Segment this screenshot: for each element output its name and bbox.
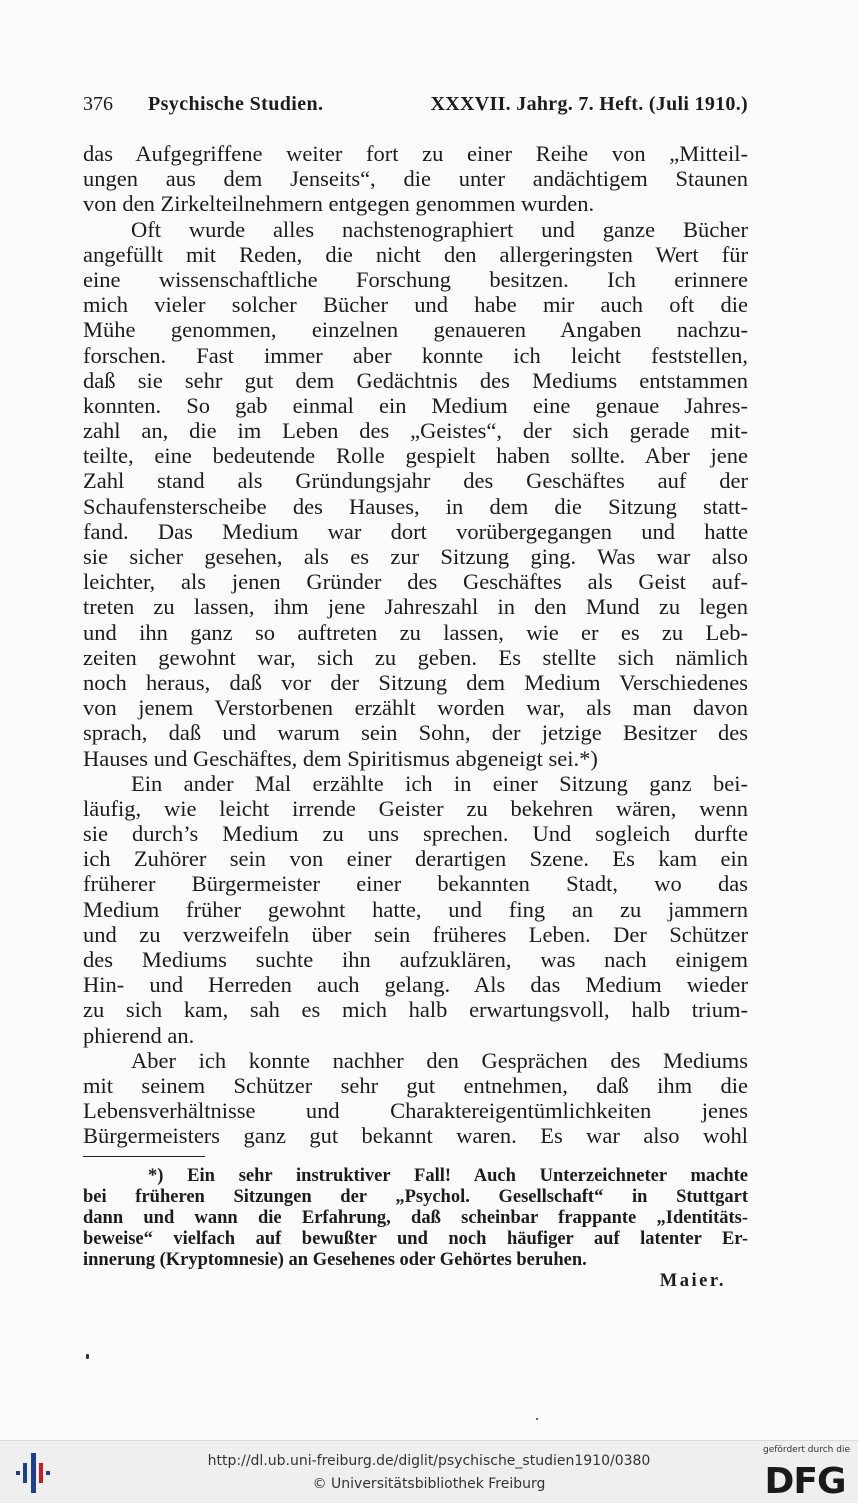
text-line: und ihn ganz so auftreten zu lassen, wie er es zu Leb- [83, 619, 748, 645]
text-line: sprach, daß und warum sein Sohn, der jetzige Besitzer des [83, 720, 748, 746]
funding-caption: gefördert durch die [763, 1445, 850, 1455]
viewer-footer [0, 1440, 858, 1503]
text-line: läufig, wie leicht irrende Geister zu bekehren wären, wenn [83, 795, 748, 821]
copyright-notice: © Universitätsbibliothek Freiburg [312, 1476, 546, 1492]
footnote-line: *) Ein sehr instruktiver Fall! Auch Unterzeichneter machte [148, 1166, 748, 1186]
text-line: phierend an. [83, 1022, 195, 1048]
dfg-logo-text: DFG [764, 1461, 846, 1497]
text-line: von jenem Verstorbenen erzählt worden war, als man davon [83, 695, 748, 721]
text-line: Schaufensterscheibe des Hauses, in dem die Sitzung statt- [83, 493, 748, 519]
text-line: daß sie sehr gut dem Gedächtnis des Mediums entstammen [83, 367, 748, 393]
text-line: teilte, eine bedeutende Rolle gespielt haben sollte. Aber jene [83, 443, 748, 469]
footnote-line: innerung (Kryptomnesie) an Gesehenes oder Gehörtes beruhen. [83, 1250, 587, 1270]
footnote-line: dann und wann die Erfahrung, daß scheinbar frappante „Identitäts- [83, 1208, 748, 1228]
scan-speck [536, 1418, 538, 1420]
text-line: und zu verzweifeln über sein früheres Leben. Der Schützer [83, 921, 748, 947]
text-line: des Mediums suchte ihn aufzuklären, was nach einigem [83, 947, 748, 972]
main-text [83, 141, 748, 1149]
text-line: ich Zuhörer sein von einer derartigen Szene. Es kam ein [83, 846, 748, 872]
text-line: Hin- und Herreden auch gelang. Als das Medium wieder [83, 972, 748, 998]
text-line: Aber ich konnte nachher den Gesprächen des Mediums [131, 1047, 748, 1073]
text-line: sie durch’s Medium zu uns sprechen. Und sogleich durfte [83, 821, 748, 847]
footnote-line: beweise“ vielfach auf bewußter und noch häufiger auf latenter Er- [83, 1229, 748, 1249]
issue-info: XXXVII. Jahrg. 7. Heft. (Juli 1910.) [430, 93, 748, 115]
text-line: noch heraus, daß vor der Sitzung dem Medium Verschiedenes [83, 669, 748, 695]
footnote-divider [83, 1156, 205, 1157]
text-line: angefüllt mit Reden, die nicht den allergeringsten Wert für [83, 241, 748, 267]
text-line: Lebensverhältnisse und Charaktereigentümlichkeiten jenes [83, 1098, 748, 1124]
text-line: leichter, als jenen Gründer des Geschäftes als Geist auf- [83, 569, 748, 595]
text-line: ungen aus dem Jenseits“, die unter andächtigem Staunen [83, 166, 748, 192]
text-line: zu sich kam, sah es mich halb erwartungsvoll, halb trium- [83, 997, 748, 1023]
footnote-signature: Maier. [659, 1271, 726, 1291]
document-url[interactable]: http://dl.ub.uni-freiburg.de/diglit/psychische_studien1910/0380 [207, 1453, 651, 1469]
scan-speck [86, 1354, 89, 1359]
text-line: Hauses und Geschäftes, dem Spiritismus abgeneigt sei.*) [83, 745, 598, 771]
text-line: konnten. So gab einmal ein Medium eine genaue Jahres- [83, 392, 748, 418]
text-line: mit seinem Schützer sehr gut entnehmen, daß ihm die [83, 1072, 748, 1098]
running-header [83, 93, 748, 121]
text-line: Medium früher gewohnt hatte, und fing an zu jammern [83, 896, 748, 922]
text-line: eine wissenschaftliche Forschung besitzen. Ich erinnere [83, 266, 748, 292]
text-line: Oft wurde alles nachstenographiert und ganze Bücher [131, 216, 748, 242]
text-line: Mühe genommen, einzelnen genaueren Angaben nachzu- [83, 317, 748, 343]
text-line: von den Zirkelteilnehmern entgegen genommen wurden. [83, 191, 595, 217]
dfg-logo-icon[interactable] [760, 1457, 850, 1497]
footnote-line: bei früheren Sitzungen der „Psychol. Gesellschaft“ in Stuttgart [83, 1187, 748, 1207]
text-line: Bürgermeisters ganz gut bekannt waren. Es war also wohl [83, 1123, 748, 1149]
journal-title: Psychische Studien. [148, 93, 324, 115]
text-line: Zahl stand als Gründungsjahr des Geschäftes auf der [83, 468, 748, 494]
text-line: treten zu lassen, ihm jene Jahreszahl in den Mund zu legen [83, 594, 748, 620]
page-number: 376 [83, 93, 113, 115]
footnote [83, 1166, 748, 1292]
text-line: fand. Das Medium war dort vorübergegangen und hatte [83, 518, 748, 544]
text-line: früherer Bürgermeister einer bekannten Stadt, wo das [83, 871, 748, 897]
text-line: zahl an, die im Leben des „Geistes“, der sich gerade mit- [83, 418, 748, 444]
text-line: mich vieler solcher Bücher und habe mir auch oft die [83, 292, 748, 318]
text-line: das Aufgegriffene weiter fort zu einer Reihe von „Mitteil- [83, 141, 748, 166]
text-line: Ein ander Mal erzählte ich in einer Sitzung ganz bei- [131, 770, 748, 796]
text-line: sie sicher gesehen, als es zur Sitzung ging. Was war also [83, 544, 748, 569]
text-line: forschen. Fast immer aber konnte ich leicht feststellen, [83, 342, 748, 368]
text-line: zeiten gewohnt war, sich zu geben. Es stellte sich nämlich [83, 644, 748, 670]
